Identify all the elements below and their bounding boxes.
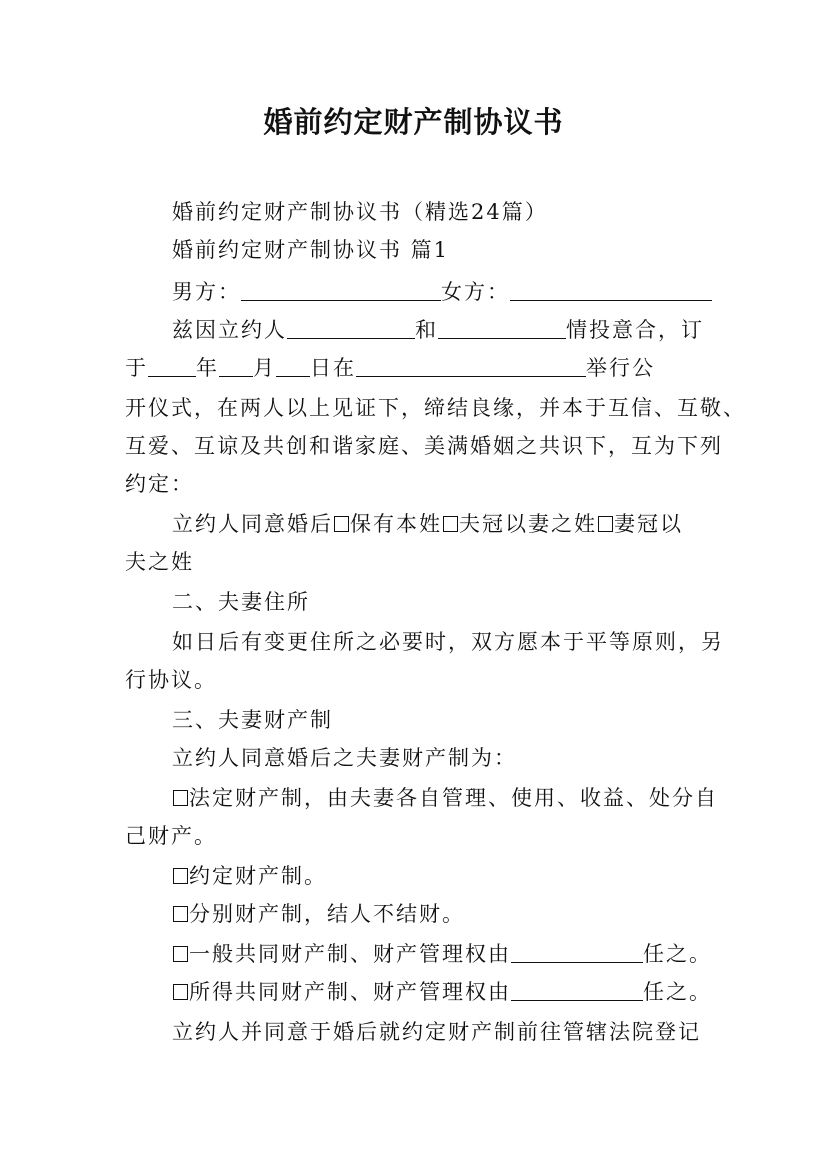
checkbox-icon — [173, 906, 188, 922]
intro-text: 举行公 — [586, 356, 655, 380]
document-title: 婚前约定财产制协议书 — [263, 105, 564, 139]
piece-label: 婚前约定财产制协议书 篇1 — [172, 238, 450, 262]
intro-line-4: 互爱、互谅及共创和谐家庭、美满婚姻之共识下，互为下列 — [125, 434, 723, 458]
legal-regime-line-2: 己财产。 — [125, 824, 217, 848]
intro-line-2 — [125, 354, 705, 382]
male-label: 男方： — [172, 280, 241, 304]
male-blank — [241, 280, 441, 301]
party-b-blank — [438, 318, 566, 339]
manager-blank — [511, 942, 643, 963]
day-blank — [276, 356, 310, 377]
separate-regime — [172, 900, 712, 928]
general-common-regime — [172, 940, 712, 968]
checkbox-icon — [334, 516, 349, 532]
checkbox-icon — [173, 868, 188, 884]
residence-line-1: 如日后有变更住所之必要时，双方愿本于平等原则，另 — [172, 630, 724, 654]
general-common-text: 任之。 — [643, 942, 712, 966]
female-blank — [510, 280, 712, 301]
surname-option: 妻冠以 — [614, 512, 683, 536]
legal-regime-text: 法定财产制，由夫妻各自管理、使用、收益、处分自 — [189, 786, 718, 810]
income-common-text: 任之。 — [643, 980, 712, 1004]
parties-line — [172, 278, 712, 306]
checkbox-icon — [443, 516, 458, 532]
property-heading: 三、夫妻财产制 — [172, 708, 333, 732]
manager-blank — [511, 980, 643, 1001]
surname-text: 立约人同意婚后 — [172, 512, 333, 536]
female-label: 女方： — [441, 280, 510, 304]
place-blank — [356, 356, 586, 377]
surname-option: 夫冠以妻之姓 — [459, 512, 597, 536]
intro-text: 日在 — [310, 356, 356, 380]
agreed-regime-text: 约定财产制。 — [189, 864, 327, 888]
intro-text: 于 — [125, 356, 148, 380]
income-common-regime — [172, 978, 712, 1006]
checkbox-icon — [173, 946, 188, 962]
residence-heading: 二、夫妻住所 — [172, 590, 310, 614]
surname-line-2: 夫之姓 — [125, 550, 194, 574]
checkbox-icon — [598, 516, 613, 532]
income-common-text: 所得共同财产制、财产管理权由 — [189, 980, 511, 1004]
intro-text: 兹因立约人 — [172, 318, 287, 342]
surname-line-1 — [172, 510, 712, 538]
residence-line-2: 行协议。 — [125, 668, 217, 692]
intro-line-1 — [172, 316, 712, 344]
separate-regime-text: 分别财产制，结人不结财。 — [189, 902, 465, 926]
intro-text: 和 — [415, 318, 438, 342]
intro-line-5: 约定： — [125, 472, 194, 496]
intro-text: 月 — [253, 356, 276, 380]
property-intro: 立约人同意婚后之夫妻财产制为： — [172, 746, 517, 770]
general-common-text: 一般共同财产制、财产管理权由 — [189, 942, 511, 966]
month-blank — [219, 356, 253, 377]
intro-line-3: 开仪式，在两人以上见证下，缔结良缘，并本于互信、互敬、 — [125, 396, 746, 420]
subtitle: 婚前约定财产制协议书（精选24篇） — [172, 200, 548, 224]
intro-text: 情投意合，订 — [566, 318, 704, 342]
legal-regime-line-1 — [172, 784, 718, 812]
checkbox-icon — [173, 984, 188, 1000]
registration-line: 立约人并同意于婚后就约定财产制前往管辖法院登记 — [172, 1020, 701, 1044]
year-blank — [148, 356, 196, 377]
checkbox-icon — [173, 790, 188, 806]
surname-option: 保有本姓 — [350, 512, 442, 536]
agreed-regime — [172, 862, 712, 890]
intro-text: 年 — [196, 356, 219, 380]
party-a-blank — [287, 318, 415, 339]
